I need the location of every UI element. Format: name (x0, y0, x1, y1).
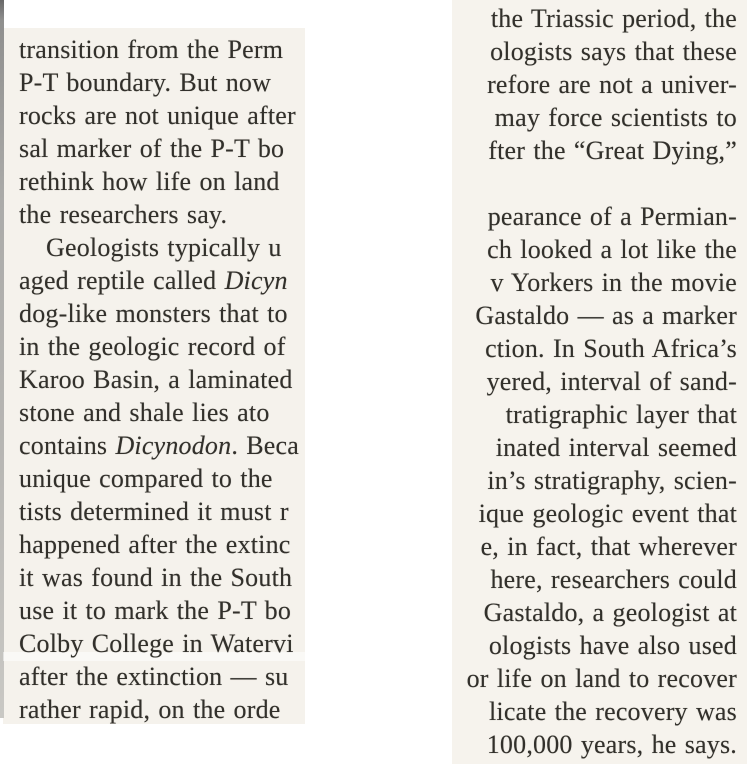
text-line-content (19, 695, 281, 724)
text-segment: contains (19, 431, 116, 460)
text-line-content (19, 332, 286, 361)
page-edge-shadow (0, 0, 4, 718)
text-segment: or life on land to recover (466, 664, 737, 693)
text-segment: the researchers say. (19, 200, 228, 229)
text-segment: ologists have also used (488, 631, 737, 660)
text-segment: Gastaldo — as a marker (475, 301, 737, 330)
text-segment: . Beca (231, 431, 300, 460)
text-line (451, 200, 737, 233)
left-text-column (19, 33, 306, 724)
text-line-content (487, 68, 737, 101)
text-line (19, 264, 306, 297)
text-segment: P-T boundary. But now (19, 68, 272, 97)
text-line-content (19, 629, 294, 658)
text-line (19, 132, 306, 165)
text-segment: inated interval seemed (495, 433, 737, 462)
text-segment: tratigraphic layer that (505, 400, 737, 429)
text-line-content (487, 728, 737, 761)
species-name-italic: Dicyn (224, 266, 288, 295)
text-line-content (487, 233, 737, 266)
text-line-content (496, 431, 737, 464)
text-segment: in’s stratigraphy, scien- (487, 466, 737, 495)
text-line-content (487, 464, 737, 497)
text-segment: Karoo Basin, a laminated (19, 365, 293, 394)
text-line-content (19, 200, 227, 229)
text-line (19, 330, 306, 363)
text-line-content (491, 2, 737, 35)
text-line-content (490, 563, 737, 596)
text-segment: transition from the Perm (19, 35, 284, 64)
text-line (451, 497, 737, 530)
text-line-content (46, 233, 282, 262)
text-line-content (19, 596, 291, 625)
species-name-italic: Dicynodon (115, 431, 232, 460)
text-line (19, 528, 306, 561)
text-line (451, 431, 737, 464)
text-line (19, 165, 306, 198)
text-line-content (19, 398, 270, 427)
text-line (19, 660, 306, 693)
text-segment: here, researchers could (490, 565, 737, 594)
text-line (19, 594, 306, 627)
text-segment: ction. In South Africa’s (485, 334, 737, 363)
text-segment: rather rapid, on the orde (19, 695, 281, 724)
text-line-content (19, 299, 288, 328)
text-line (451, 68, 737, 101)
text-line-content (19, 530, 291, 559)
text-line-content (19, 431, 299, 460)
text-segment: Gastaldo, a geologist at (483, 598, 737, 627)
text-line (451, 728, 737, 761)
text-line (19, 231, 306, 264)
text-segment: licate the recovery was (488, 697, 737, 726)
text-line-content (19, 365, 293, 394)
text-line (451, 233, 737, 266)
text-segment: aged reptile called (19, 266, 225, 295)
text-segment: yered, interval of sand- (486, 367, 737, 396)
text-line (19, 495, 306, 528)
text-segment: stone and shale lies ato (19, 398, 270, 427)
text-line (451, 365, 737, 398)
text-line-content (467, 662, 737, 695)
text-line (451, 563, 737, 596)
text-line (451, 695, 737, 728)
text-line (19, 462, 306, 495)
text-line (19, 363, 306, 396)
text-line-content (19, 101, 296, 130)
text-line-content (479, 497, 737, 530)
text-segment: tists determined it must r (19, 497, 289, 526)
text-segment: use it to mark the P-T bo (19, 596, 292, 625)
text-line-content (19, 167, 280, 196)
text-line-content (485, 332, 737, 365)
text-line-content (19, 563, 292, 592)
text-segment: happened after the extinc (19, 530, 291, 559)
text-segment: fter the “Great Dying,” (488, 136, 737, 165)
text-line (19, 627, 306, 660)
text-segment: after the extinction — su (19, 662, 289, 691)
text-line (19, 66, 306, 99)
text-segment: dog-like monsters that to (19, 299, 288, 328)
text-segment: 100,000 years, he says. (486, 730, 737, 759)
text-line-content (488, 200, 737, 233)
text-segment: ique geologic event that (478, 499, 737, 528)
text-line-content (484, 596, 737, 629)
text-line (19, 561, 306, 594)
text-line-content (490, 35, 737, 68)
text-line (451, 629, 737, 662)
text-line (451, 134, 737, 167)
text-segment: v Yorkers in the movie (490, 268, 737, 297)
text-segment: ch looked a lot like the (487, 235, 737, 264)
text-line-content (490, 266, 737, 299)
paragraph-gap (451, 167, 737, 200)
text-line (19, 396, 306, 429)
text-segment: it was found in the South (19, 563, 293, 592)
text-line (19, 198, 306, 231)
text-segment: ologists says that these (490, 37, 737, 66)
text-line-content (19, 662, 288, 691)
text-line (19, 99, 306, 132)
text-segment: rethink how life on land (19, 167, 280, 196)
text-segment: e, in fact, that wherever (480, 532, 737, 561)
text-line-content (19, 464, 273, 493)
text-segment: sal marker of the P-T bo (19, 134, 285, 163)
text-line-content (487, 365, 737, 398)
text-line-content (489, 629, 737, 662)
text-line (451, 101, 737, 134)
text-line-content (495, 101, 737, 134)
text-line (451, 596, 737, 629)
text-line-content (19, 68, 271, 97)
text-line (451, 662, 737, 695)
text-line-content (488, 134, 737, 167)
text-line-content (481, 530, 737, 563)
text-line-content (19, 497, 289, 526)
text-line (451, 398, 737, 431)
text-line (451, 2, 737, 35)
text-segment: may force scientists to (494, 103, 737, 132)
text-segment: the Triassic period, the (490, 4, 737, 33)
text-line (19, 429, 306, 462)
text-line (19, 297, 306, 330)
text-line (451, 299, 737, 332)
text-line-content (19, 35, 283, 64)
text-line-content (506, 398, 737, 431)
text-line (19, 33, 306, 66)
text-line (451, 464, 737, 497)
text-line-content (19, 134, 284, 163)
text-segment: in the geologic record of (19, 332, 286, 361)
text-line-content (475, 299, 737, 332)
text-line-content (489, 695, 737, 728)
text-line (451, 332, 737, 365)
text-line (451, 266, 737, 299)
text-segment: unique compared to the (19, 464, 273, 493)
text-line-content (19, 266, 288, 295)
text-line (451, 530, 737, 563)
text-segment: pearance of a Permian- (487, 202, 737, 231)
text-segment: refore are not a univer- (487, 70, 737, 99)
text-line (451, 35, 737, 68)
text-segment: rocks are not unique after (19, 101, 296, 130)
right-text-column (451, 2, 737, 764)
text-segment: Geologists typically u (46, 233, 282, 262)
text-line (19, 693, 306, 724)
text-segment: Colby College in Watervi (19, 629, 294, 658)
